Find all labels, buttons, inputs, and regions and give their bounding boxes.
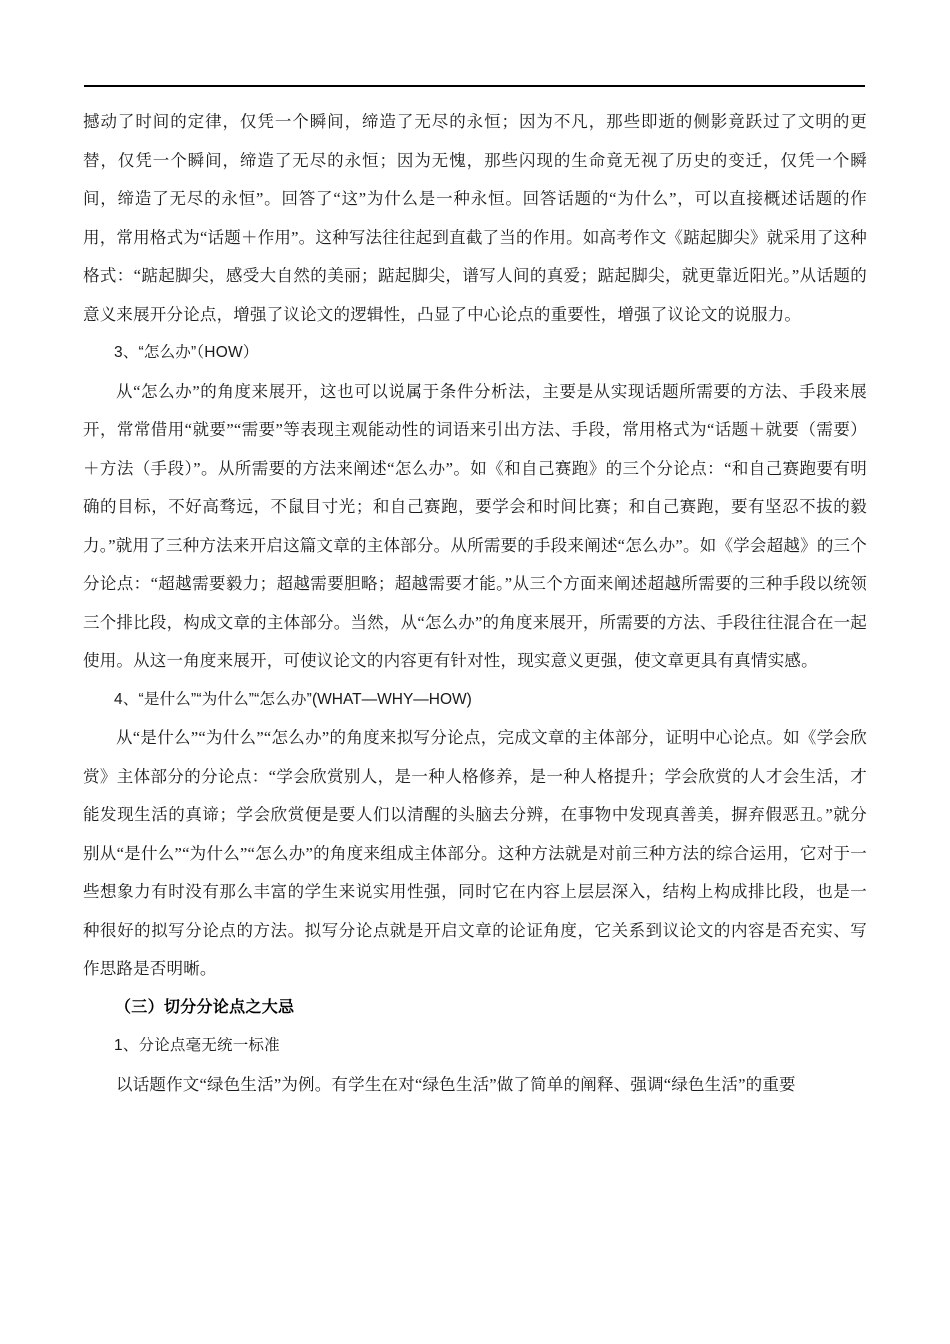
paragraph-continued: 撼动了时间的定律，仅凭一个瞬间，缔造了无尽的永恒；因为不凡，那些即逝的侧影竟跃过了文明的更替，仅凭一个瞬间，缔造了无尽的永恒；因为无愧，那些闪现的生命竟无视了历史的变迁，仅凭一个瞬间，缔造了无尽的永恒”。回答了“这”为什么是一种永恒。回答话题的“为什么”，可以直接概述话题的作用，常用格式为“话题＋作用”。这种写法往往起到直截了当的作用。如高考作文《踮起脚尖》就采用了这种格式：“踮起脚尖，感受大自然的美丽；踮起脚尖，谱写人间的真爱；踮起脚尖，就更靠近阳光。”从话题的意义来展开分论点，增强了议论文的逻辑性，凸显了中心论点的重要性，增强了议论文的说服力。 (83, 112, 867, 324)
paragraph-what-why-how: 从“是什么”“为什么”“怎么办”的角度来拟写分论点，完成文章的主体部分，证明中心论点。如《学会欣赏》主体部分的分论点：“学会欣赏别人，是一种人格修养，是一种人格提升；学会欣赏的人才会生活，才能发现生活的真谛；学会欣赏便是要人们以清醒的头脑去分辨，在事物中发现真善美，摒弃假恶丑。”就分别从“是什么”“为什么”“怎么办”的角度来组成主体部分。这种方法就是对前三种方法的综合运用，它对于一些想象力有时没有那么丰富的学生来说实用性强，同时它在内容上层层深入，结构上构成排比段，也是一种很好的拟写分论点的方法。拟写分论点就是开启文章的论证角度，它关系到议论文的内容是否充实、写作思路是否明晰。 (83, 728, 867, 978)
subheading-no-unified-standard: 1、分论点毫无统一标准 (114, 1037, 280, 1054)
paragraph-how: 从“怎么办”的角度来展开，这也可以说属于条件分析法，主要是从实现话题所需要的方法、手段来展开，常常借用“就要”“需要”等表现主观能动性的词语来引出方法、手段，常用格式为“话题＋就要（需要）＋方法（手段）”。从所需要的方法来阐述“怎么办”。如《和自己赛跑》的三个分论点：“和自己赛跑要有明确的目标，不好高骛远，不鼠目寸光；和自己赛跑，要学会和时间比赛；和自己赛跑，要有坚忍不拔的毅力。”就用了三种方法来开启这篇文章的主体部分。从所需要的手段来阐述“怎么办”。如《学会超越》的三个分论点：“超越需要毅力；超越需要胆略；超越需要才能。”从三个方面来阐述超越所需要的三种手段以统领三个排比段，构成文章的主体部分。当然，从“怎么办”的角度来展开，所需要的方法、手段往往混合在一起使用。从这一角度来展开，可使议论文的内容更有针对性，现实意义更强，使文章更具有真情实感。 (83, 381, 867, 670)
subheading-what-why-how (83, 681, 867, 720)
document-body (83, 103, 867, 1104)
section-heading-taboos: （三）切分分论点之大忌 (115, 998, 295, 1016)
paragraph-green-life: 以话题作文“绿色生活”为例。有学生在对“绿色生活”做了简单的阐释、强调“绿色生活”的重要 (116, 1074, 796, 1094)
header-divider-rule (84, 85, 865, 87)
subheading-what-why-how-latin: (WHAT—WHY—HOW) (312, 690, 472, 708)
subheading-how: 3、“怎么办”（HOW） (114, 344, 259, 361)
subheading-what-why-how-cjk: 4、“是什么”“为什么”“怎么办” (114, 690, 312, 708)
